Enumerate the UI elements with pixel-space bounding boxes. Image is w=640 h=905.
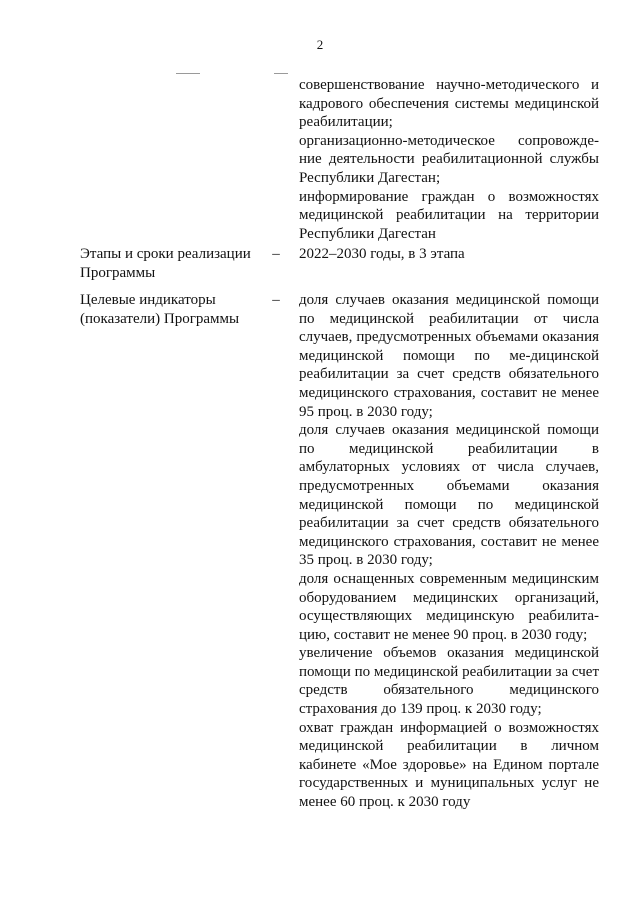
indicator-paragraph: доля случаев оказания медицинской помощи по медицинской реабилитации в амбулаторных условиях от числа случаев, предусмотренных объемами оказания медицинской помощи по медицинской реабилитации за счет средств обязательного медицинского страхования, составит не менее 35 проц. в 2030 году; — [299, 422, 599, 569]
task-paragraph: организационно-методическое сопровожде-ние деятельности реабилитационной службы Республики Дагестан; — [299, 132, 599, 186]
indicator-paragraph: охват граждан информацией о возможностях медицинской реабилитации в личном кабинете «Мое здоровье» на Едином портале государственных и муниципальных услуг не менее 60 проц. к 2030 году — [299, 719, 599, 811]
row-dash: – — [272, 292, 280, 308]
row-label: Целевые индикаторы (показатели) Программы — [80, 292, 240, 327]
scan-artifact — [274, 73, 288, 74]
row-dash: – — [272, 246, 280, 262]
indicator-paragraph: увеличение объемов оказания медицинской помощи по медицинской реабилитации за счет средств обязательного медицинского страхования до 139 проц. к 2030 году; — [299, 645, 599, 718]
row-value — [299, 76, 599, 243]
stages-paragraph: 2022–2030 годы, в 3 этапа — [299, 246, 465, 262]
scan-artifact — [176, 73, 200, 74]
row-label: Этапы и сроки реализации Программы — [80, 246, 251, 281]
task-paragraph: совершенствование научно-методического и кадрового обеспечения системы медицинской реабилитации; — [299, 77, 599, 131]
row-value — [299, 245, 599, 264]
row-value — [299, 291, 599, 812]
page-number: 2 — [316, 37, 324, 52]
task-paragraph: информирование граждан о возможностях медицинской реабилитации на территории Республики Дагестан — [299, 188, 599, 242]
indicator-paragraph: доля оснащенных современным медицинским оборудованием медицинских организаций, осуществляющих медицинскую реабилита-цию, составит не менее 90 проц. в 2030 году; — [299, 570, 599, 643]
indicator-paragraph: доля случаев оказания медицинской помощи по медицинской реабилитации от числа случаев, предусмотренных объемами оказания медицинской помощи по ме-дицинской реабилитации за счет средств обязательного медицинского страхования, составит не менее 95 проц. в 2030 году; — [299, 292, 599, 420]
